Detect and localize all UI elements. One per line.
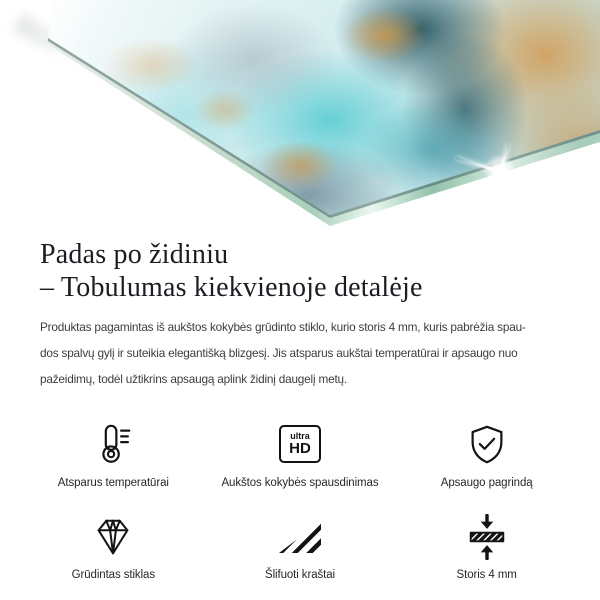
feature-heat-resistant — [20, 408, 207, 500]
shield-check-icon — [464, 422, 510, 468]
ultra-hd-icon — [279, 425, 321, 463]
feature-label: Apsaugo pagrindą — [440, 477, 533, 489]
feature-tempered-glass — [20, 500, 207, 592]
page-title-line-1: Padas po židiniu — [40, 239, 229, 270]
feature-label: Atsparus temperatūrai — [57, 477, 169, 489]
page-title — [40, 238, 600, 304]
ultra-hd-icon-text-top: ultra — [290, 430, 310, 441]
product-hero-image — [0, 0, 600, 236]
thickness-icon — [464, 514, 510, 560]
feature-print-quality — [207, 408, 394, 500]
description-line: Produktas pagamintas iš aukštos kokybės grūdinto stiklo, kurio storis 4 mm, kuris pabrėžia spau- — [40, 320, 526, 334]
diamond-icon — [90, 514, 136, 560]
polished-edges-icon — [279, 521, 321, 553]
features-grid — [20, 408, 580, 592]
thermometer-icon — [90, 422, 136, 468]
description-line: pažeidimų, todėl užtikrins apsaugą aplink židinį daugelį metų. — [40, 372, 347, 386]
page-title-line-2: – Tobulumas kiekvienoje detalėje — [40, 272, 423, 303]
product-description — [40, 314, 600, 392]
description-line: dos spalvų gylį ir suteikia elegantišką blizgesį. Jis atsparus aukštai temperatūrai ir apsaugo nuo — [40, 346, 518, 360]
feature-label: Šlifuoti kraštai — [265, 569, 335, 581]
feature-label: Aukštos kokybės spausdinimas — [221, 477, 379, 489]
feature-label: Grūdintas stiklas — [71, 569, 155, 581]
feature-protects-base — [393, 408, 580, 500]
feature-label: Storis 4 mm — [456, 569, 517, 581]
feature-polished-edges — [207, 500, 394, 592]
feature-thickness — [393, 500, 580, 592]
ultra-hd-icon-text-bottom: HD — [289, 439, 311, 457]
